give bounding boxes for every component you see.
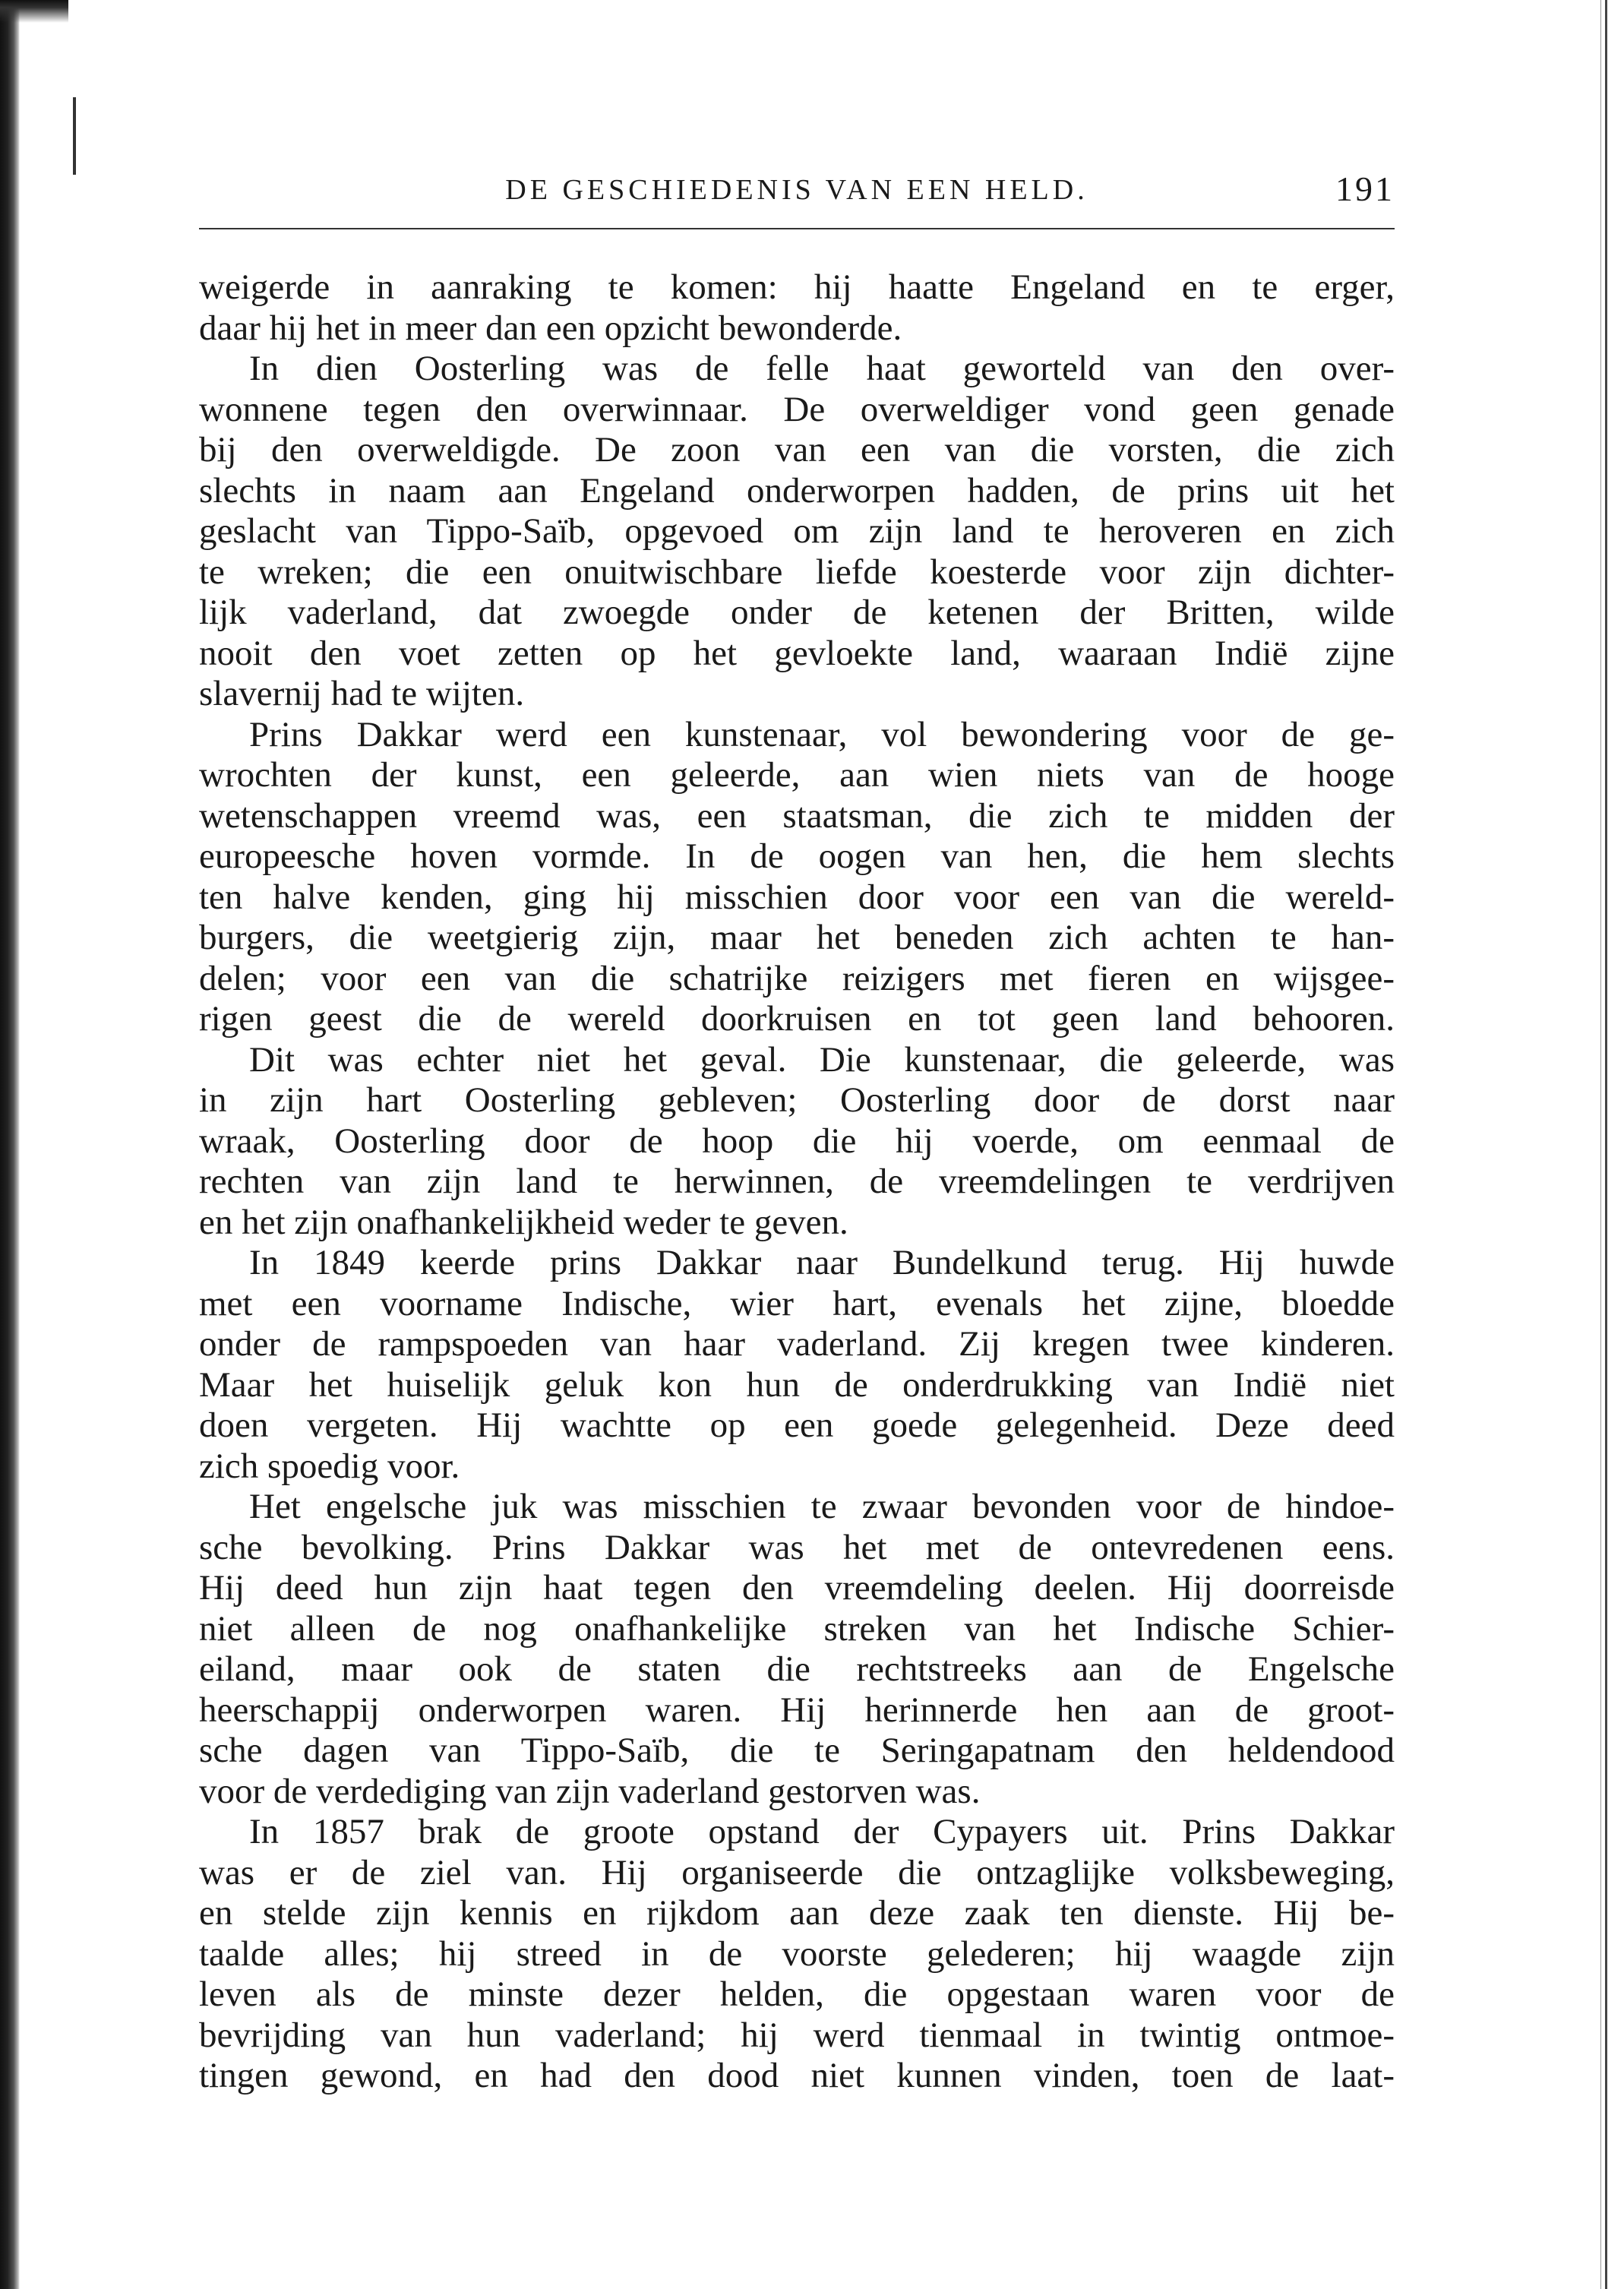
text-line: taalde alles; hij streed in de voorste gelederen; hij waagde zijn <box>199 1933 1395 1974</box>
text-line: slavernij had te wijten. <box>199 674 525 713</box>
text-line: In 1849 keerde prins Dakkar naar Bundelkund terug. Hij huwde <box>249 1243 1395 1282</box>
text-line: zich spoedig voor. <box>199 1446 460 1486</box>
page-number: 191 <box>1335 169 1395 208</box>
page-edge-right-inner <box>1600 0 1601 2289</box>
text-line: met een voorname Indische, wier hart, evenals het zijne, bloedde <box>199 1283 1395 1323</box>
text-line: burgers, die weetgierig zijn, maar het beneden zich achten te han- <box>199 918 1395 957</box>
text-line: daar hij het in meer dan een opzicht bewonderde. <box>199 308 902 348</box>
text-line: niet alleen de nog onafhankelijke streken van het Indische Schier- <box>199 1608 1395 1649</box>
text-line: slechts in naam aan Engeland onderworpen hadden, de prins uit het <box>199 470 1395 511</box>
text-line: wraak, Oosterling door de hoop die hij voerde, om eenmaal de <box>199 1121 1395 1161</box>
text-line: rechten van zijn land te herwinnen, de vreemdelingen te verdrijven <box>199 1162 1395 1201</box>
text-line: sche dagen van Tippo-Saïb, die te Seringapatnam den heldendood <box>199 1731 1395 1770</box>
text-line: bevrijding van hun vaderland; hij werd tienmaal in twintig ontmoe- <box>199 2015 1395 2055</box>
text-line: tingen gewond, en had den dood niet kunnen vinden, toen de laat- <box>199 2056 1395 2095</box>
text-line: sche bevolking. Prins Dakkar was het met de ontevredenen eens. <box>199 1527 1395 1567</box>
text-line: Maar het huiselijk geluk kon hun de onderdrukking van Indië niet <box>199 1364 1395 1405</box>
text-line: Hij deed hun zijn haat tegen den vreemdeling deelen. Hij doorreisde <box>199 1568 1395 1608</box>
running-title: DE GESCHIEDENIS VAN EEN HELD. <box>505 174 1088 206</box>
text-line: ten halve kenden, ging hij misschien door voor een van die wereld- <box>199 877 1395 917</box>
text-line: delen; voor een van die schatrijke reizigers met fieren en wijsgee- <box>199 958 1395 998</box>
text-line: In dien Oosterling was de felle haat geworteld van den over- <box>249 349 1395 388</box>
text-line: geslacht van Tippo-Saïb, opgevoed om zijn land te heroveren en zich <box>199 511 1395 551</box>
text-line: leven als de minste dezer helden, die opgestaan waren voor de <box>199 1974 1395 2014</box>
text-line: en stelde zijn kennis en rijkdom aan deze zaak ten dienste. Hij be- <box>199 1893 1395 1933</box>
text-line: eiland, maar ook de staten die rechtstreeks aan de Engelsche <box>199 1649 1395 1689</box>
text-line: Prins Dakkar werd een kunstenaar, vol bewondering voor de ge- <box>249 714 1395 754</box>
book-spine-shadow <box>0 0 20 2289</box>
text-line: nooit den voet zetten op het gevloekte land, waaraan Indië zijne <box>199 633 1395 673</box>
body-text <box>199 267 1395 2097</box>
text-line: rigen geest die de wereld doorkruisen en tot geen land behooren. <box>199 999 1395 1039</box>
text-line: onder de rampspoeden van haar vaderland. Zij kregen twee kinderen. <box>199 1324 1395 1364</box>
text-line: wrochten der kunst, een geleerde, aan wien niets van de hooge <box>199 755 1395 795</box>
scan-edge-mark <box>73 97 76 175</box>
running-head <box>199 169 1395 214</box>
text-line: Het engelsche juk was misschien te zwaar bevonden voor de hindoe- <box>249 1487 1395 1526</box>
text-line: lijk vaderland, dat zwoegde onder de ketenen der Britten, wilde <box>199 593 1395 632</box>
text-line: voor de verdediging van zijn vaderland gestorven was. <box>199 1771 981 1811</box>
scan-corner-shadow <box>0 0 68 23</box>
text-line: was er de ziel van. Hij organiseerde die ontzaglijke volksbeweging, <box>199 1852 1395 1892</box>
text-line: te wreken; die een onuitwischbare liefde koesterde voor zijn dichter- <box>199 552 1395 592</box>
text-line: doen vergeten. Hij wachtte op een goede gelegenheid. Deze deed <box>199 1405 1395 1445</box>
text-line: europeesche hoven vormde. In de oogen van hen, die hem slechts <box>199 836 1395 876</box>
text-line: en het zijn onafhankelijkheid weder te geven. <box>199 1202 848 1242</box>
page-edge-right <box>1605 0 1607 2289</box>
text-line: wonnene tegen den overwinnaar. De overweldiger vond geen genade <box>199 389 1395 429</box>
text-line: bij den overweldigde. De zoon van een van die vorsten, die zich <box>199 430 1395 469</box>
text-line: In 1857 brak de groote opstand der Cypayers uit. Prins Dakkar <box>249 1812 1395 1851</box>
header-rule <box>199 228 1395 229</box>
text-line: heerschappij onderworpen waren. Hij herinnerde hen aan de groot- <box>199 1690 1395 1730</box>
text-line: Dit was echter niet het geval. Die kunstenaar, die geleerde, was <box>249 1039 1395 1080</box>
text-line: wetenschappen vreemd was, een staatsman, die zich te midden der <box>199 795 1395 836</box>
text-line: weigerde in aanraking te komen: hij haatte Engeland en te erger, <box>199 267 1395 307</box>
text-line: in zijn hart Oosterling gebleven; Oosterling door de dorst naar <box>199 1080 1395 1120</box>
